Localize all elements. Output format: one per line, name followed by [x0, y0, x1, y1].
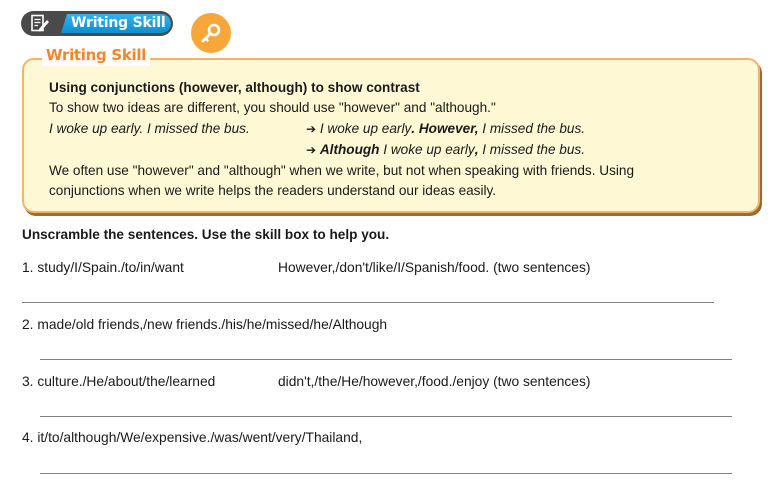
badge-title: Writing Skill: [71, 15, 166, 31]
question-3-part-a: culture./He/about/the/learned: [37, 374, 216, 389]
question-2-part-a: made/old friends,/new friends./his/he/missed/he/Although: [37, 317, 388, 332]
answer-key-button[interactable]: [191, 13, 231, 53]
arrow-icon: ➔: [306, 143, 317, 157]
question-1-part-a: study/I/Spain./to/in/want: [37, 260, 184, 275]
example-although: ➔ Although I woke up early, I missed the bus.: [306, 142, 586, 157]
example-source: I woke up early. I missed the bus.: [49, 121, 250, 136]
example-however: ➔ I woke up early. However, I missed the bus.: [306, 121, 586, 136]
question-3-part-b: didn't,/the/He/however,/food./enjoy (two sentences): [278, 374, 591, 389]
question-4: 4. it/to/although/We/expensive./was/went/very/Thailand,: [22, 430, 363, 445]
answer-line-3[interactable]: [40, 416, 732, 417]
answer-line-2[interactable]: [40, 359, 732, 360]
key-icon: [199, 21, 223, 45]
skill-title: Using conjunctions (however, although) to show contrast: [49, 80, 420, 95]
skill-note-line-2: conjunctions when we write helps the readers understand our ideas easily.: [49, 183, 497, 198]
question-1-part-b: However,/don't/like/I/Spanish/food. (two sentences): [278, 260, 591, 275]
skill-box-tag: Writing Skill: [42, 44, 150, 66]
writing-skill-badge: [21, 11, 173, 36]
question-4-part-a: it/to/although/We/expensive./was/went/very/Thailand,: [37, 430, 363, 445]
answer-line-4[interactable]: [40, 473, 732, 474]
question-1: 1. study/I/Spain./to/in/want: [22, 260, 184, 275]
skill-intro: To show two ideas are different, you should use "however" and "although.": [49, 100, 496, 115]
question-3: 3. culture./He/about/the/learned: [22, 374, 216, 389]
answer-line-1[interactable]: [22, 302, 714, 303]
exercise-instruction: Unscramble the sentences. Use the skill box to help you.: [22, 227, 390, 242]
arrow-icon: ➔: [306, 122, 317, 136]
skill-note-line-1: We often use "however" and "although" when we write, but not when speaking with friends. Using: [49, 163, 635, 178]
question-2: 2. made/old friends,/new friends./his/he/missed/he/Although: [22, 317, 388, 332]
document-edit-icon: [30, 14, 50, 33]
